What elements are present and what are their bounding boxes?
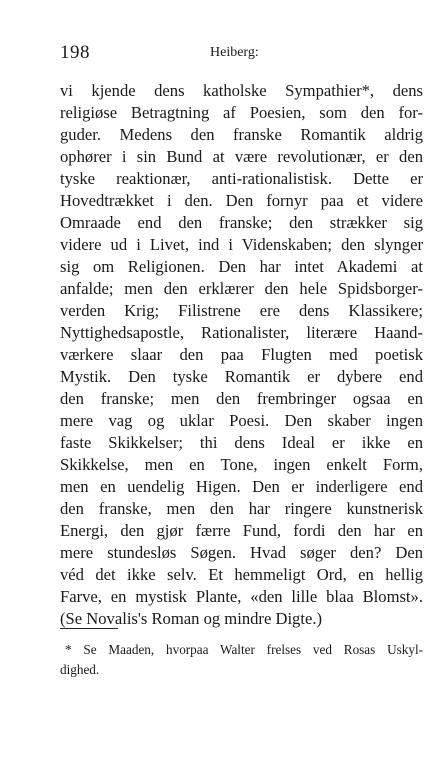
text-line: anfalde; men den erklærer den hele Spidsborger-: [60, 279, 423, 298]
text-line: Hovedtrækket i den. Den fornyr paa et videre: [60, 191, 423, 210]
text-line: (Se Novalis's Roman og mindre Digte.): [60, 609, 322, 628]
text-line: mere vag og uklar Poesi. Den skaber ingen: [60, 411, 423, 430]
text-line: Farve, en mystisk Plante, «den lille blaa Blomst».: [60, 587, 423, 606]
footnote: [60, 640, 423, 680]
text-line: Omraade end den franske; den strækker sig: [60, 213, 423, 232]
text-line: vi kjende dens katholske Sympathier*, dens: [60, 81, 423, 100]
text-line: Energi, den gjør færre Fund, fordi den har en: [60, 521, 423, 540]
text-line: Mystik. Den tyske Romantik er dybere end: [60, 367, 423, 386]
text-line: Skikkelse, men en Tone, ingen enkelt Form,: [60, 455, 423, 474]
text-line: guder. Medens den franske Romantik aldrig: [60, 125, 423, 144]
text-line: verden Krig; Filistrene ere dens Klassikere;: [60, 301, 423, 320]
footnote-rule: [60, 628, 118, 629]
footnote-line: * Se Maaden, hvorpaa Walter frelses ved Rosas Uskyl-: [65, 642, 423, 657]
text-line: véd det ikke selv. Et hemmeligt Ord, en hellig: [60, 565, 423, 584]
page-header: [60, 42, 415, 64]
footnote-line: dighed.: [60, 662, 100, 677]
text-line: ophører i sin Bund at være revolutionær, er den: [60, 147, 423, 166]
text-line: faste Skikkelser; thi dens Ideal er ikke en: [60, 433, 423, 452]
page-number: 198: [60, 42, 90, 63]
running-head: Heiberg:: [210, 45, 259, 60]
text-line: Nyttighedsapostle, Rationalister, literære Haand-: [60, 323, 423, 342]
text-line: tyske reaktionær, anti-rationalistisk. Dette er: [60, 169, 423, 188]
text-line: mere stundesløs Søgen. Hvad søger den? Den: [60, 543, 423, 562]
text-line: den franske, men den har ringere kunstnerisk: [60, 499, 423, 518]
text-line: videre ud i Livet, ind i Videnskaben; den slynger: [60, 235, 423, 254]
text-line: sig om Religionen. Den har intet Akademi at: [60, 257, 423, 276]
text-line: men en uendelig Higen. Den er inderligere end: [60, 477, 423, 496]
text-line: religiøse Betragtning af Poesien, som den for-: [60, 103, 423, 122]
text-line: den franske; men den frembringer ogsaa en: [60, 389, 423, 408]
body-text: [60, 80, 423, 630]
text-line: værkere slaar den paa Flugten med poetisk: [60, 345, 423, 364]
